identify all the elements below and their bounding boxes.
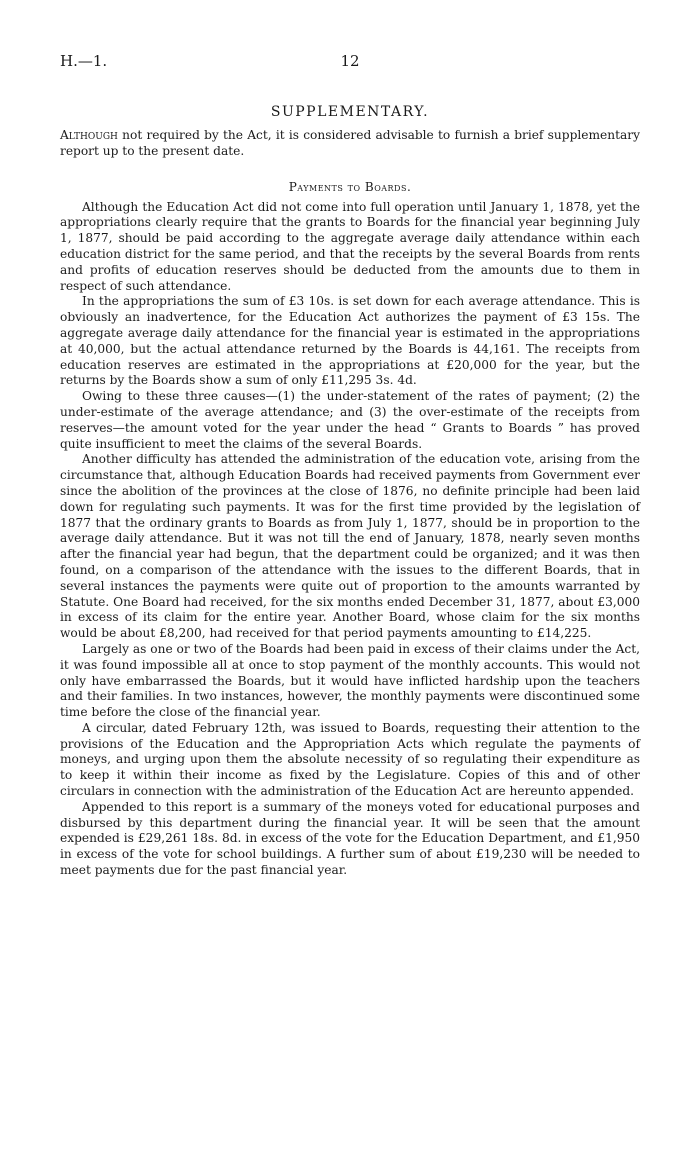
paragraph-3: Owing to these three causes—(1) the under-statement of the rates of payment; (2) the under-estimate of the average attendance; and (3) the over-estimate of the receipts from reserves—the amount voted for the year under the head “ Grants to Boards ” has proved quite insufficient to meet the claims of the several Boards. — [60, 389, 640, 451]
document-reference: H.—1. — [60, 52, 108, 70]
paragraph-1: Although the Education Act did not come into full operation until January 1, 1878, yet the appropriations clearly require that the grants to Boards for the financial year beginning July 1, 1877, should be paid according to the aggregate average daily attendance within each education district for the same period, and that the receipts by the several Boards from rents and profits of education reserves should be deducted from the amounts due to them in respect of such attendance. — [60, 199, 640, 293]
intro-paragraph — [60, 128, 640, 160]
paragraph-4: Another difficulty has attended the administration of the education vote, arising from the circumstance that, although Education Boards had received payments from Government ever since the abolition of the provinces at the close of 1876, no definite principle had been laid down for regulating such payments. It was for the first time provided by the legislation of 1877 that the ordinary grants to Boards as from July 1, 1877, should be in proportion to the average daily attendance. But it was not till the end of January, 1878, nearly seven months after the financial year had begun, that the department could be organized; and it was then found, on a comparison of the attendance with the issues to the different Boards, that in several instances the payments were quite out of proportion to the amounts warranted by Statute. One Board had received, for the six months ended December 31, 1877, about £3,000 in excess of its claim for the entire year. Another Board, whose claim for the six months would be about £8,200, had received for that period payments amounting to £14,225. — [60, 452, 640, 641]
paragraph-6: A circular, dated February 12th, was issued to Boards, requesting their attention to the provisions of the Education and the Appropriation Acts which regulate the payments of moneys, and urging upon them the absolute necessity of so regulating their expenditure as to keep it within their income as fixed by the Legislature. Copies of this and of other circulars in connection with the administration of the Education Act are hereunto appended. — [60, 720, 640, 799]
paragraph-7: Appended to this report is a summary of the moneys voted for educational purposes and disbursed by this department during the financial year. It will be seen that the amount expended is £29,261 18s. 8d. in excess of the vote for the Education Department, and £1,950 in excess of the vote for school buildings. A further sum of about £19,230 will be needed to meet payments due for the past financial year. — [60, 799, 640, 878]
intro-lead-word: Although — [60, 128, 118, 142]
section-heading: Payments to Boards. — [288, 179, 412, 194]
document-page — [60, 48, 640, 879]
paragraph-5: Largely as one or two of the Boards had been paid in excess of their claims under the Act, it was found impossible all at once to stop payment of the monthly accounts. This would not only have embarrassed the Boards, but it would have inflicted hardship upon the teachers and their families. In two instances, however, the monthly payments were discontinued some time before the close of the financial year. — [60, 641, 640, 720]
page-number: 12 — [340, 52, 360, 70]
paragraph-2: In the appropriations the sum of £3 10s. is set down for each average attendance. This is obviously an inadvertence, for the Education Act authorizes the payment of £3 15s. The aggregate average daily attendance for the financial year is estimated in the appropriations at 40,000, but the actual attendance returned by the Boards is 44,161. The receipts from education reserves are estimated in the appropriations at £20,000 for the year, but the returns by the Boards show a sum of only £11,295 3s. 4d. — [60, 294, 640, 388]
intro-text: not required by the Act, it is considered advisable to furnish a brief supplementary report up to the present date. — [60, 128, 640, 158]
page-title: SUPPLEMENTARY. — [270, 104, 430, 120]
page-header — [60, 48, 640, 76]
